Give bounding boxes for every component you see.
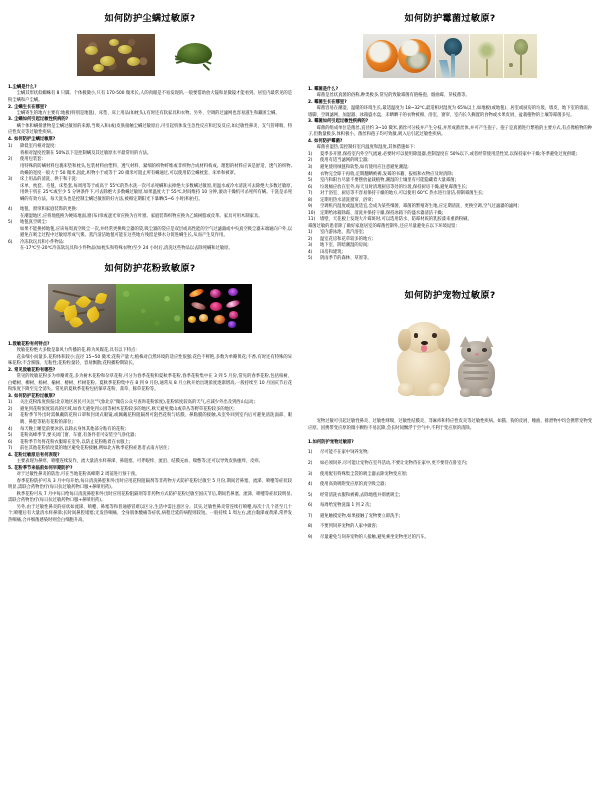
list-item: 1) 夏季多开窗,保持室内外空气流通,必要时可以使用除湿器,控制湿度在 50%以下,或者经常使用活性炭,以保持家中干燥;冬季避免过度供暖; (308, 151, 577, 157)
list-item: 3) 床上用品的清洗、烘干和干洗: (8, 177, 78, 183)
mold-q3: 3. 霉菌如何引起过敏性疾病的? (308, 119, 369, 125)
pollen-q3: 3. 如何防护花粉过敏原? (8, 393, 56, 399)
mold-a3: 霉菌的组成单位是菌丝,直径约 3~10 微米,菌丝可分枝并产生分枝,并形成菌丝体,并可产生孢子。孢子是真菌进行繁殖的主要方式,有点像植物的种子,但数量极多,体积极小。菌丝和孢子均可致敏,吸入后引起过敏性疾病。 (308, 125, 592, 138)
list-item: 1) 尽可能不在家中饲养宠物; (308, 450, 369, 456)
mold-outro: 霉菌过敏的患者除了做好家庭居室的霉菌控制外,还应尽量避免在以下环境逗留: (308, 223, 457, 229)
list-item: 7) 对于浴室、厨房等不容易保持干燥的地方,可以使用 60°C 热水进行清洁,抑制霉菌生长; (308, 191, 484, 197)
list-item: 7) 避免触摸宠物,如果接触了宠物要立即洗手; (308, 513, 401, 519)
mite-q2: 2. 尘螨生长在哪里? (8, 104, 47, 110)
list-item: 4) 衣物完全晾干再收,定期翻晒被褥,发霉的书籍、报纸和衣物应及时清除; (308, 171, 454, 177)
mold-q4: 4. 如何防护霉菌? (308, 138, 343, 144)
list-item-detail: 如果不能换掉地毯,应该每周真空吸尘一次,并经常更换吸尘器的袋,吸尘器的袋应是双层或高性能的空气过滤器或中央真空吸尘器末端通向户外,以避免在吸尘过程中过敏原形成气雾。蒸汽清洁地毯可能在这些地方残留足够水分促进螨生长,从而产生反作用。 (20, 226, 292, 239)
mold-title: 如何防护霉菌过敏原? (404, 13, 496, 24)
pollen-q5: 5. 花粉季节来临前如何早期防护? (8, 465, 73, 471)
pollen-q4: 4. 花粉过敏原后有何表现? (8, 452, 60, 458)
list-item: 6) 每周给宠物洗澡 1 到 2 次; (308, 503, 372, 509)
mite-a1: 尘螨其形状似蜘蛛有 8 只脚。个体极微小,只有 170-500 微米长,人的肉眼是不易发现的,一般要借助放大镜和显微镜才能看到。居室内最常见的是粉尘螨和户尘螨。 (8, 91, 292, 103)
mouldy-orange-photo (363, 34, 435, 78)
pollen-a4: 主要表现为鼻痒、喷嚏连续发作、流大量清水样鼻涕、鼻阻塞、可伴眼痒、流泪、结膜充血、喘憋等;还可以导致皮肤瘙痒、皮疹。 (16, 459, 263, 465)
section-dust-mite (8, 10, 292, 253)
dust-mite-title: 如何防护尘螨过敏原? (104, 13, 196, 24)
list-item: 5) 花粉高峰季节,要关闭门窗、车窗,有条件者可安装空气净化器; (8, 433, 136, 439)
pollen-a5a: 对于过敏性鼻炎的防治,可在当地花粉高峰期 2 周前进行预干预。 (16, 472, 140, 478)
mite-colony-photo (77, 34, 155, 76)
list-item: 10) 定期给冰箱除霜、清洗并保持干燥,保持冰箱下的盛水器清洁干燥; (308, 210, 444, 216)
mold-intro: 霉菌喜湿热,需控制好室内温度和湿度,其体措施如下: (316, 145, 416, 151)
list-item: 6) 冷冻软玩具和小件物品: (8, 239, 65, 245)
list-item: 3) 地下室、阴暗潮湿的房间; (308, 243, 369, 249)
list-item: 4) 田房和建筑; (308, 249, 343, 255)
yellow-flower-photo (48, 284, 116, 333)
mold-a1: 霉菌是丝状真菌的俗称,种类极多,常见的致敏霉菌有链格孢、烟曲霉、芽枝菌等。 (316, 93, 470, 99)
pet-title: 如何防护宠物过敏原? (404, 289, 496, 301)
pet-intro: 宠物过敏可引起过敏性鼻炎、过敏性哮喘、过敏性结膜炎、荨麻疹和特应性皮炎等过敏性疾病。如猫、狗的皮屑、唾液、排泄物中均会携带宠物变应原。因携带变应原的微小颗粒不易沉降,会长时间飘浮于空气中,不利于变应原的清除。 (308, 418, 592, 431)
list-item-detail: 在-17℃至-20℃冷冻软玩具和小件物品(如枕头和特殊衣物)至少 24 小时后,清洗这些物品以去除死螨和过敏原。 (20, 246, 233, 252)
pollen-images (8, 284, 292, 333)
pollen-a2: 常见的致敏花粉多为单瓣黄花,多为树木花粉和杂草花粉,可分为春季花粉和夏秋季花粉,春季花粉集中在 3 到 5 月份,常见的春季花粉,包括柏树、白蜡树、柳树、杨树、榆树、椿树、杉树花粉。夏秋季花粉集中在 8 到 9 月份,通常从 8 月立秋开始出现浓度逐渐增高,一般持续至 10 月国庆节后花粉浓度下降至完全消失。常见的夏秋季花粉包括葎草花粉、蒿草、豚草花粉等。 (8, 374, 292, 393)
list-item: 7) 前往其他花粉浓度低的地区避免花粉接触,例如北方秋季花粉症患者去南方居住; (8, 446, 169, 452)
list-item-detail: 将相对湿度控制在 50%以下是控制螨及其过敏原水平最常用的方法。 (20, 150, 152, 156)
list-item: 1) 降低室内相对湿度: (8, 144, 56, 150)
list-item: 6) 垃圾桶应放在室外,每天及时清理厨房等处的垃圾,保持厨房干燥,避免霉菌生长; (308, 184, 468, 190)
list-item: 4) 使用高效吸附变应原的真空吸尘器; (308, 482, 386, 488)
list-item: 2) 使用包装套: (8, 157, 43, 163)
mite-closeup-photo (161, 34, 223, 76)
list-item: 8) 定期用热水清洗窗帘、浴帘; (308, 197, 374, 203)
pollen-a5d: 另外,由于过敏性鼻炎的症状如流涕、喷嚏、鼻塞等和普通感冒难以区分,生活中需注意区分。其实,过敏性鼻炎常连续打喷嚏,每次十几个甚至几十个;喷嚏后有大量清水样鼻涕;长时间鼻腔堵塞;无发热咽痛、全身肌体酸痛等症状,病程迁延的病程则较短。一般持续 1 周左右,流白黏涕或黄涕,常伴发热咽痛,合并细菌感染时则会白细胞升高。 (8, 504, 292, 523)
list-item: 1) 室内游泳池、蒸汽浴室; (308, 230, 365, 236)
list-item: 3) 使用配有特殊集尘袋的吸尘器去除宠物变应原; (308, 471, 408, 477)
mold-q1: 1. 霉菌是什么? (308, 87, 339, 92)
dog-and-cat-photo (380, 313, 520, 405)
list-item: 11) 墙壁、天花板上发现大片霉斑时,可以选用防水、防霉材质的乳胶漆来重新粉刷。 (308, 217, 472, 223)
list-item: 2) 如必须饲养,尽可能让宠物在室外活动,不要让宠物待在家中,更不要待在卧室内; (308, 461, 468, 466)
mold-q2: 2. 霉菌生长在哪里? (308, 99, 347, 105)
mold-a2: 霉菌容易在潮湿、温暖的环境生长,最适温度为 18~32℃,最适相对湿度为 65%以上,如地板(或地毯)、居室或厨房的垃圾、墙皮、地下室的墙面、墙脚、空调滤网、加湿器、冰箱盛水盘、未晒晒干的衣物被褥、浴室、窗帘、室内长久搁置的食物或水果皮屑、盆栽植物的上壤等霉菌多见。 (308, 106, 593, 118)
list-item: 8) 不要到饲养宠物的人家中做客; (308, 524, 378, 530)
list-item-detail: 在潮湿地区,应将地毯换为硬质地面,窗(布)帘或遮光帘应换为百叶窗。家庭装饰织物应换为乙烯树脂或皮革。家具可用木制家具。 (20, 213, 263, 219)
mold-images (308, 34, 592, 78)
list-item: 5) 室内和阳台尽量不要摆放盆栽植物,潮湿的土壤里有可能隐藏着大量霉菌; (308, 178, 457, 184)
list-item: 5) 阴雨季节的森林、草原等。 (308, 256, 372, 262)
list-item: 6) 花粉季节勿将花粉衣服晾在室外,以防止花粉粘着在衣服上; (8, 439, 131, 445)
pollen-q1: 1.致敏花粉有何特点? (8, 341, 50, 347)
section-pet (308, 287, 592, 541)
list-item: 3) 花粉季节外出时需佩戴防花粉口罩和封闭式眼镜,或佩戴花粉阻隔剂可阻挡花粉与结膜、鼻黏膜的接触,从室外回到室内后可避免清洗面部、眼睛、鼻腔等粘有花粉的部位; (8, 413, 292, 425)
pollen-a5c: 秋季花粉可从 7 月中每日给每日清洗鼻腔和外出时应用花粉阻隔剂等非药物方式防护花粉过敏至国庆节后,期间若鼻塞、流涕、喷嚏等症状较明显,需联合药物治疗(每日抗过敏药物口服+鼻喷用药)。 (8, 491, 292, 504)
section-pollen (8, 260, 292, 524)
list-item: 5) 地毯真空吸尘: (8, 220, 48, 226)
list-item: 9) 空调机内湿度或温度适宜,会成为某些细菌、霉菌的繁殖寄生地,应定期清洗、更换空调,空气过滤器的滤网; (308, 204, 519, 210)
list-item: 4) 每天晚上睡觉前要沐浴,以除去身体其他部分粘有的花粉; (8, 426, 126, 432)
list-item: 2) 使用有适当滤网的吸尘器; (308, 158, 369, 164)
pet-q1: 1.如何防护宠物过敏原? (308, 440, 354, 446)
list-item-detail: 床单、枕套、毛毯、床垫套,每周用等于或高于 55℃的热水洗一次可杀死螨和去掉绝大多数螨过敏原,用温水或冷水清洗可去除绝大多数过敏原,用烘干机在 25℃或至少 5 分钟条件下,可去除绝大多数螨过敏原,如果温度大于 55℃,时间维持 10 分钟,滚动干燥机可杀死所有螨。干洗是杀死螨的有效方法。每天洗头也是控制尘螨过敏原的好方法,被褥定期阳光下暴晒(5~6 小时)和拍打。 (20, 183, 292, 202)
mite-q1: 1.尘螨是什么? (8, 85, 37, 90)
mite-a2: 尘螨寄生的地方主要有:地板(特别是地毯)、床垫、床上用品(如枕头),有时还有软家具和衣物。另外、空调的过滤网也容易滋生和藏匿尘螨。 (16, 110, 280, 116)
mold-spore-slide-photo-2 (504, 34, 537, 78)
list-item-detail: 用特殊的防螨材料包裹床垫和枕头,包装材料由塑料、透气材料、紧细的织物纤维或非织物合成材料构成。理想的材料应该是舒适、透气的织物,幼螨的宽度一般大于 50 微米,因此,织物小于或等于 20 微米可阻止所有螨通过,可以使用防尘螨枕套、床单和被罩。 (20, 164, 292, 176)
list-item: 2) 温室花房和花草较多的地方; (308, 236, 374, 242)
list-item: 2) 避免到花粉浓度较高的区域,如春天避免到公园等树木花粉较多的地区,秋天避免爬山或草丛等野草花粉较多的地区; (8, 406, 235, 412)
list-item: 4) 地毯、窗帘和家庭装饰的更换: (8, 207, 78, 213)
aspergillus-slide-photo (436, 34, 469, 78)
pollen-microscopy-photo (184, 284, 252, 333)
section-mold (308, 10, 592, 263)
mite-q4: 4. 如何防护尘螨过敏原? (8, 136, 56, 142)
pollen-q2: 2. 常见致敏花粉有哪些? (8, 367, 56, 373)
pet-images (308, 313, 592, 405)
mite-a3: 螨个体和螨排泄物是尘螨过敏原的来源,当吸入和(或)皮肤接触尘螨过敏原后,可引起机体发生急性反应和迟发反应,如过敏性鼻炎、支气管哮喘、特应性皮炎等过敏性疾病。 (8, 123, 292, 136)
list-item: 9) 尽量避免与饲养宠物的人接触,避免乘坐宠物坐过的汽车。 (308, 534, 429, 540)
mold-spore-slide-photo-1 (470, 34, 503, 78)
mite-q3: 3. 尘螨如何引起过敏性疾病的? (8, 117, 69, 123)
list-item: 1) 关注花粉浓度预报(北京地区居民可关注"气象北京"微信公众号查询花粉浓度),花粉浓度较高的天气,应减少外出及到西山运动; (8, 400, 255, 406)
list-item: 3) 避免使用绒毯和软垫,如有使用应注意避免潮湿; (308, 165, 409, 170)
list-item: 5) 经常清洗衣服和被褥,去除地毯并彻底吸尘; (308, 492, 401, 498)
green-foliage-photo (116, 284, 184, 333)
pollen-a1a: 致敏花粉绝大多数是靠风力传播的花,称为风媒花,具有以下特点: (16, 348, 137, 354)
dust-mite-images (8, 34, 292, 76)
right-column (300, 0, 600, 785)
pollen-a1b: 花朵细小而量多,花粉体积较小;直径 15~50 微米;花粉产量大;植株对自然环境的适应性很强;花色不鲜艳,多数为单瓣黄花;不香,有时还有特殊的异味花粉;不含蜜腺、无粘性;花粉粒量轻、容易飘散;花粉播粉期较长。 (8, 354, 292, 367)
pollen-a5b: 春季花粉防护可从 3 月中旬开始,每日清洗鼻腔和外出时应用花粉阻隔剂等非药物方式防护花粉过敏至 5 月份,期间若鼻塞、流涕、喷嚏等症状较明显,需联合药物治疗(每日抗过敏药物口服+鼻喷用药)。 (8, 478, 292, 491)
pollen-title: 如何防护花粉致敏原? (104, 262, 196, 274)
